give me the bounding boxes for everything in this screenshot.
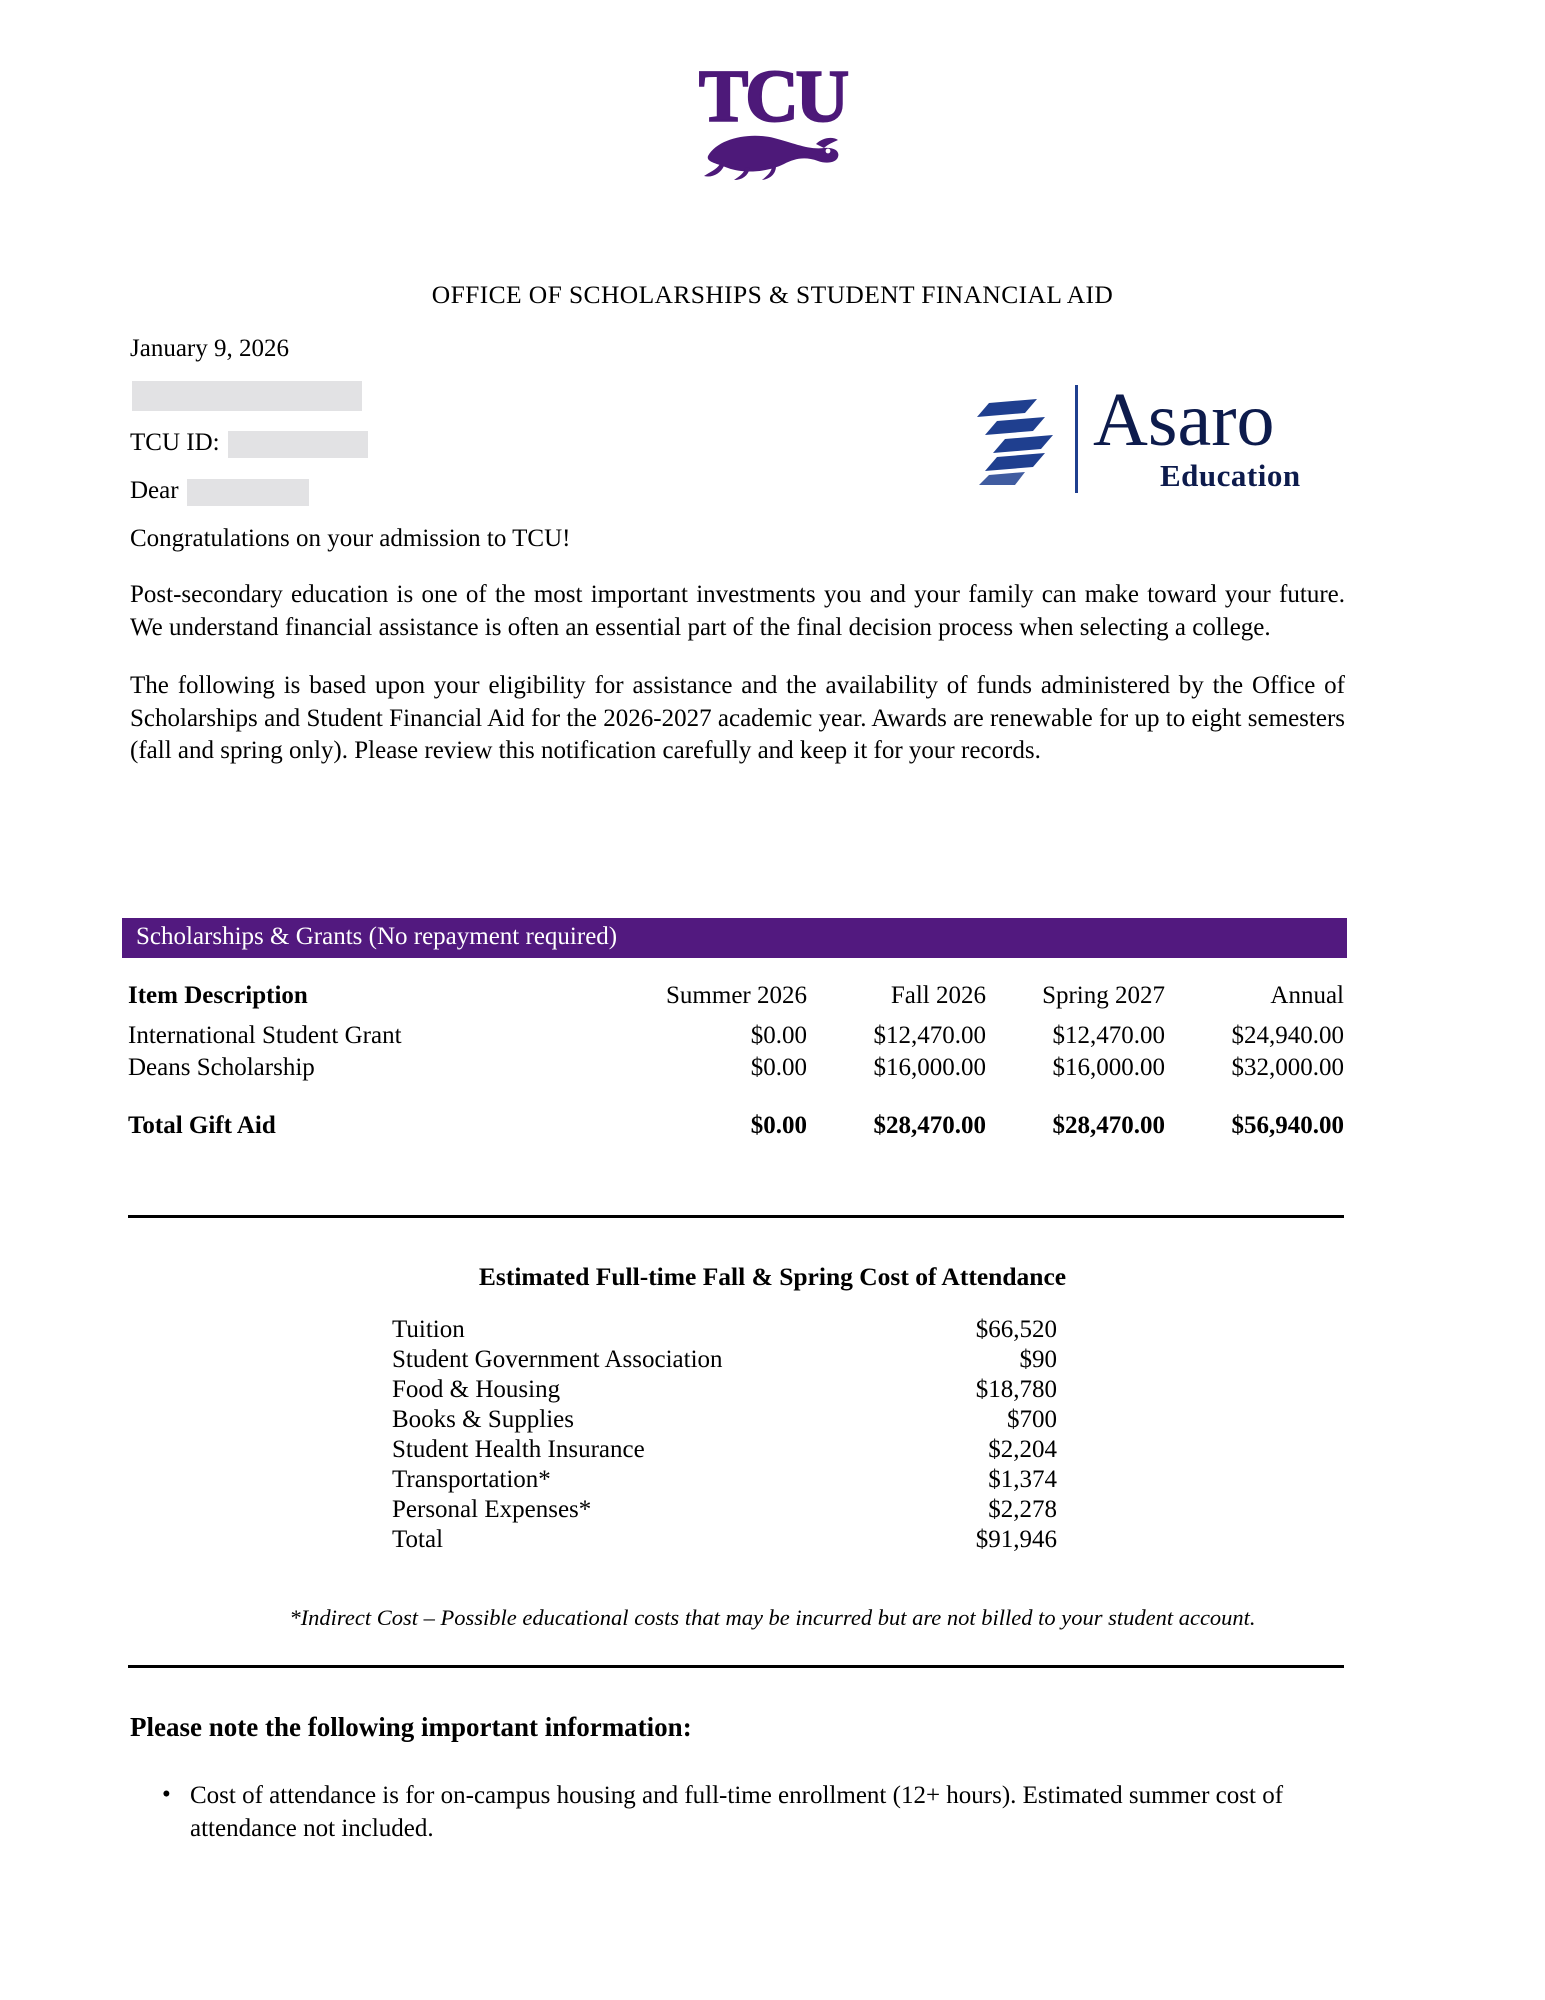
table-row [392, 1465, 1057, 1495]
coa-total-value: $91,946 [975, 1526, 1057, 1553]
coa-value: $700 [1007, 1406, 1057, 1433]
award-name: Deans Scholarship [128, 1054, 315, 1081]
redacted-tcu-id [228, 431, 368, 458]
award-summer: $0.00 [750, 1054, 807, 1081]
coa-label: Transportation* [392, 1466, 551, 1493]
tcu-logo-container [0, 56, 1545, 197]
important-info-heading: Please note the following important information: [130, 1712, 692, 1742]
asaro-mark-icon [975, 393, 1061, 485]
col-annual: Annual [1270, 982, 1344, 1009]
coa-value: $1,374 [988, 1466, 1057, 1493]
table-row [392, 1435, 1057, 1465]
paragraph-investment: Post-secondary education is one of the most important investments you and your family can make toward your future. We understand financial assistance is often an essential part of the final decision process when selecting a college. [130, 581, 1345, 641]
dear-label: Dear [130, 477, 179, 504]
coa-value: $2,278 [988, 1496, 1057, 1523]
paragraph-eligibility: The following is based upon your eligibility for assistance and the availability of funds administered by the Office of Scholarships and Student Financial Aid for the 2026-2027 academic year. Awards are renewable for up to eight semesters (fall and spring only). Please review this notification carefully and keep it for your records. [130, 672, 1345, 764]
table-header-row [128, 980, 1344, 1020]
award-name: International Student Grant [128, 1022, 402, 1049]
table-row [392, 1495, 1057, 1525]
award-fall: $16,000.00 [873, 1054, 986, 1081]
bullet-dot-icon: • [162, 1781, 171, 1808]
coa-label: Books & Supplies [392, 1406, 574, 1433]
gift-aid-table [128, 980, 1344, 1142]
award-annual: $32,000.00 [1231, 1054, 1344, 1081]
col-item-description: Item Description [128, 982, 308, 1009]
tcu-wordmark: TCU [698, 56, 847, 138]
letter-date: January 9, 2026 [130, 335, 289, 362]
coa-value: $2,204 [988, 1436, 1057, 1463]
coa-label: Personal Expenses* [392, 1496, 592, 1523]
redacted-name-block [132, 381, 362, 411]
congratulations-text: Congratulations on your admission to TCU! [130, 525, 571, 552]
divider-rule-bottom [128, 1665, 1344, 1668]
cost-of-attendance-table [392, 1315, 1057, 1555]
award-spring: $12,470.00 [1052, 1022, 1165, 1049]
asaro-divider [1075, 385, 1078, 493]
coa-value: $66,520 [975, 1316, 1057, 1343]
coa-value: $90 [1019, 1346, 1057, 1373]
total-summer: $0.00 [750, 1112, 807, 1139]
coa-label: Student Health Insurance [392, 1436, 645, 1463]
award-summer: $0.00 [750, 1022, 807, 1049]
divider-rule-top [128, 1215, 1344, 1218]
coa-label: Student Government Association [392, 1346, 723, 1373]
award-spring: $16,000.00 [1052, 1054, 1165, 1081]
total-spring: $28,470.00 [1052, 1112, 1165, 1139]
list-item [130, 1780, 1350, 1845]
indirect-cost-footnote: *Indirect Cost – Possible educational costs that may be incurred but are not billed to your student account. [289, 1605, 1256, 1630]
important-info-list [130, 1780, 1350, 1845]
list-item-text: Cost of attendance is for on-campus housing and full-time enrollment (12+ hours). Estimated summer cost of attendance not included. [190, 1782, 1284, 1842]
asaro-subtitle: Education [1160, 458, 1301, 493]
coa-label: Food & Housing [392, 1376, 561, 1403]
total-gift-aid-row [128, 1084, 1344, 1142]
total-fall: $28,470.00 [873, 1112, 986, 1139]
award-annual: $24,940.00 [1231, 1022, 1344, 1049]
tcu-id-label: TCU ID: [130, 429, 220, 456]
col-fall-2026: Fall 2026 [890, 982, 986, 1009]
total-annual: $56,940.00 [1231, 1112, 1344, 1139]
scholarships-section-bar: Scholarships & Grants (No repayment required) [122, 918, 1347, 958]
office-title: OFFICE OF SCHOLARSHIPS & STUDENT FINANCIAL AID [431, 280, 1114, 309]
award-fall: $12,470.00 [873, 1022, 986, 1049]
coa-value: $18,780 [975, 1376, 1057, 1403]
table-row [392, 1525, 1057, 1555]
table-row [392, 1315, 1057, 1345]
tcu-logo [678, 56, 868, 197]
table-row [392, 1375, 1057, 1405]
table-row [392, 1345, 1057, 1375]
col-summer-2026: Summer 2026 [666, 982, 807, 1009]
table-row [128, 1020, 1344, 1052]
redacted-student-first-name [187, 479, 309, 506]
total-label: Total Gift Aid [128, 1112, 276, 1139]
asaro-wordmark: Asaro [1093, 378, 1275, 462]
col-spring-2027: Spring 2027 [1042, 982, 1165, 1009]
cost-of-attendance-title: Estimated Full-time Fall & Spring Cost of Attendance [478, 1262, 1067, 1291]
asaro-education-logo [975, 378, 1355, 495]
table-row [392, 1405, 1057, 1435]
table-row [128, 1052, 1344, 1084]
coa-total-label: Total [392, 1526, 444, 1553]
coa-label: Tuition [392, 1316, 465, 1343]
